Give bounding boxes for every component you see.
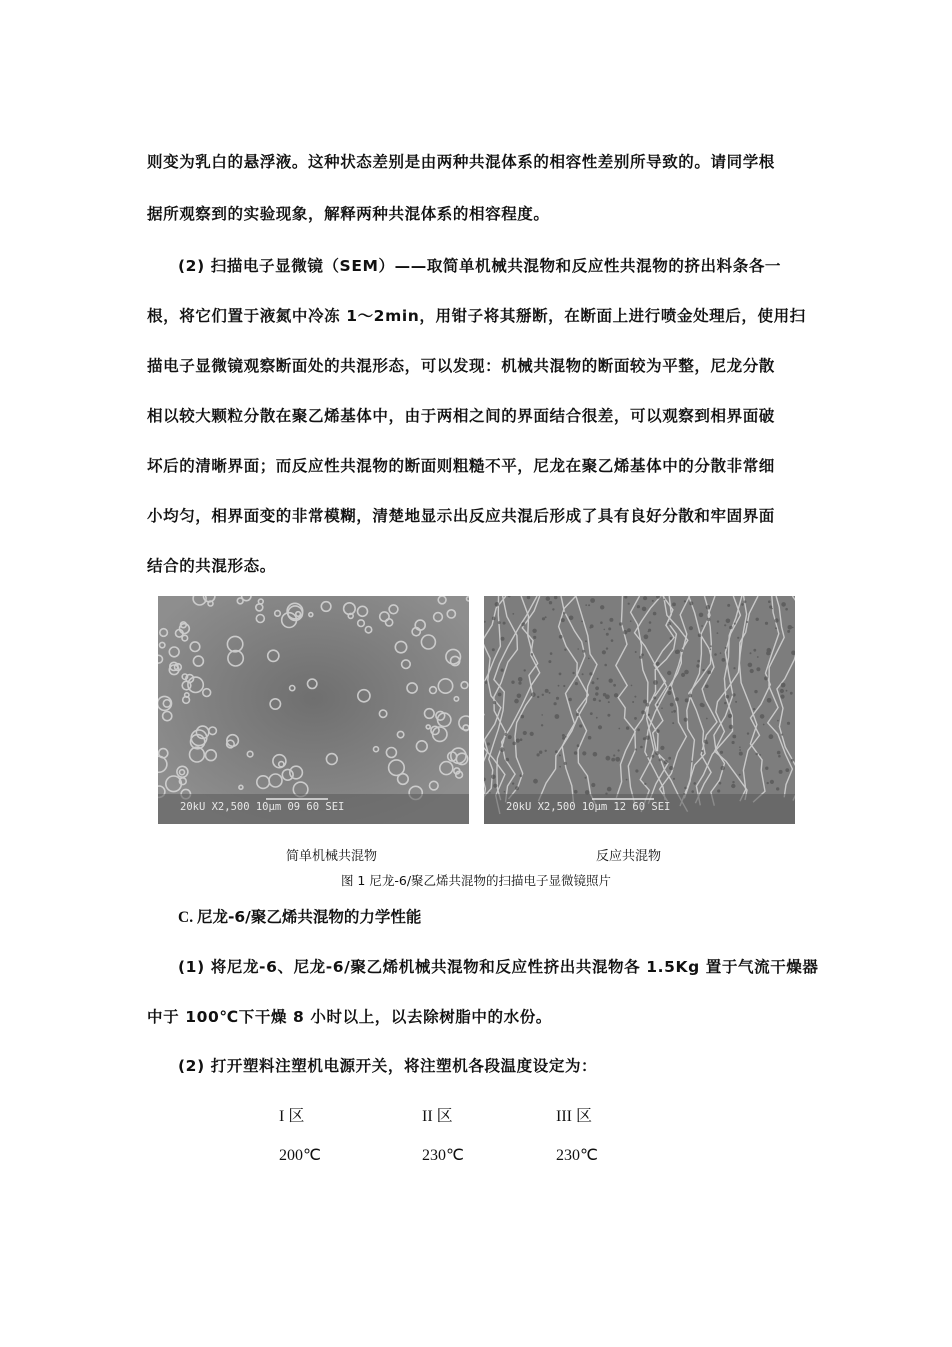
step-line: 中于 100℃下干燥 8 小时以上，以去除树脂中的水份。 — [147, 1008, 552, 1026]
body-paragraph-line: 据所观察到的实验现象，解释两种共混体系的相容程度。 — [147, 205, 550, 223]
figure-subcaption-left: 简单机械共混物 — [286, 849, 378, 864]
sem-photo-reactive-blend — [484, 596, 795, 824]
zone-temperature: 230℃ — [422, 1147, 464, 1164]
sem-scale-label: 20kU X2,500 10μm 09 60 SEI — [180, 801, 345, 813]
step-line: (1) 将尼龙-6、尼龙-6/聚乙烯机械共混物和反应性挤出共混物各 1.5Kg 置于气流干燥器 — [178, 958, 819, 976]
body-paragraph-line: 描电子显微镜观察断面处的共混形态，可以发现：机械共混物的断面较为平整，尼龙分散 — [147, 357, 775, 375]
sem-scale-label: 20kU X2,500 10μm 12 60 SEI — [506, 801, 671, 813]
zone-header: II 区 — [422, 1108, 453, 1125]
body-paragraph-line: 则变为乳白的悬浮液。这种状态差别是由两种共混体系的相容性差别所导致的。请同学根 — [147, 153, 775, 171]
body-paragraph-line: 结合的共混形态。 — [147, 557, 276, 575]
zone-header: I 区 — [279, 1108, 305, 1125]
step-line: (2) 打开塑料注塑机电源开关，将注塑机各段温度设定为： — [178, 1057, 598, 1075]
sem-photo-mechanical-blend — [158, 596, 469, 824]
section-heading-prefix: C. — [178, 909, 197, 926]
zone-temperature: 230℃ — [556, 1147, 598, 1164]
zone-temperature: 200℃ — [279, 1147, 321, 1164]
figure-caption: 图 1 尼龙-6/聚乙烯共混物的扫描电子显微镜照片 — [340, 873, 612, 888]
zone-header: III 区 — [556, 1108, 592, 1125]
body-paragraph-line: 坏后的清晰界面；而反应性共混物的断面则粗糙不平，尼龙在聚乙烯基体中的分散非常细 — [147, 457, 775, 475]
figure-subcaption-right: 反应共混物 — [596, 849, 662, 864]
section-heading — [178, 905, 421, 927]
sem-step-line: (2) 扫描电子显微镜（SEM）——取简单机械共混物和反应性共混物的挤出料条各一 — [178, 257, 782, 275]
body-paragraph-line: 根，将它们置于液氮中冷冻 1～2min，用钳子将其掰断，在断面上进行喷金处理后，使用扫 — [147, 307, 806, 325]
body-paragraph-line: 相以较大颗粒分散在聚乙烯基体中，由于两相之间的界面结合很差，可以观察到相界面破 — [147, 407, 775, 425]
body-paragraph-line: 小均匀，相界面变的非常模糊，清楚地显示出反应共混后形成了具有良好分散和牢固界面 — [147, 507, 775, 525]
section-heading-text: 尼龙-6/聚乙烯共混物的力学性能 — [196, 908, 422, 926]
